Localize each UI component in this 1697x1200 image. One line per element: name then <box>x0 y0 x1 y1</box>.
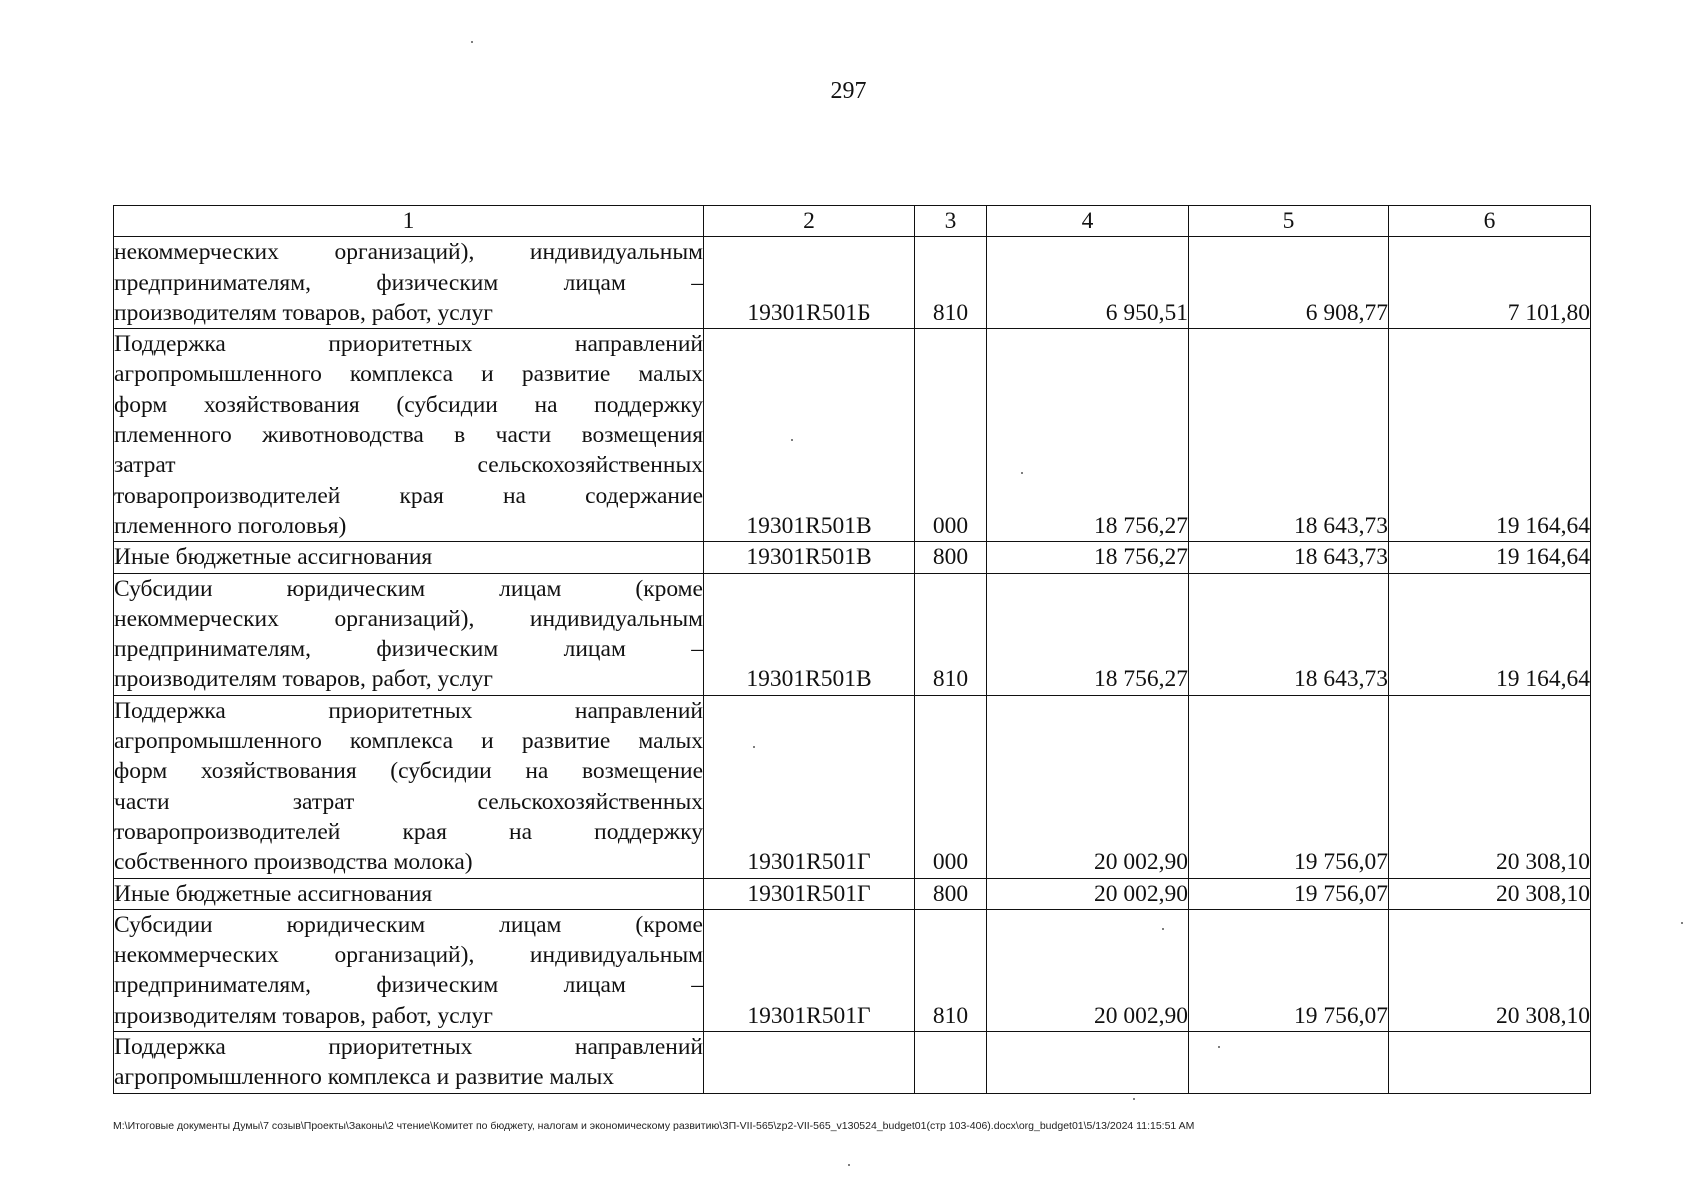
amount-year-1: 18 756,27 <box>987 573 1189 695</box>
column-header: 5 <box>1189 206 1389 237</box>
amount-year-2: 18 643,73 <box>1189 573 1389 695</box>
description-line: форм хозяйствования (субсидии на возмещение <box>114 758 703 785</box>
scan-speck <box>1218 1046 1220 1048</box>
amount-year-2: 19 756,07 <box>1189 909 1389 1031</box>
scan-speck <box>1162 928 1164 930</box>
description-line: агропромышленного комплекса и развитие малых <box>114 361 703 388</box>
amount-year-2: 18 643,73 <box>1189 329 1389 542</box>
table-header-row <box>114 206 1591 237</box>
row-description <box>114 909 704 1031</box>
target-code: 19301R501В <box>704 542 915 573</box>
description-line: производителям товаров, работ, услуг <box>114 299 493 326</box>
description-line: Иные бюджетные ассигнования <box>114 880 433 907</box>
description-line: предпринимателям, физическим лицам – <box>114 636 703 663</box>
amount-year-3: 7 101,80 <box>1389 237 1591 329</box>
table-row <box>114 695 1591 878</box>
amount-year-2: 6 908,77 <box>1189 237 1389 329</box>
target-code: 19301R501В <box>704 329 915 542</box>
scan-speck <box>753 746 755 748</box>
description-line: предпринимателям, физическим лицам – <box>114 269 703 296</box>
row-description <box>114 695 704 878</box>
table-row <box>114 542 1591 573</box>
column-header: 6 <box>1389 206 1591 237</box>
description-line: предпринимателям, физическим лицам – <box>114 972 703 999</box>
scan-speck <box>1133 1098 1135 1100</box>
expense-type: 810 <box>915 237 987 329</box>
description-line: Иные бюджетные ассигнования <box>114 544 433 571</box>
amount-year-3: 19 164,64 <box>1389 573 1591 695</box>
description-line: Поддержка приоритетных направлений <box>114 331 703 358</box>
target-code: 19301R501Г <box>704 878 915 909</box>
scan-speck <box>848 1164 850 1166</box>
table-row <box>114 329 1591 542</box>
amount-year-3: 19 164,64 <box>1389 329 1591 542</box>
table-row <box>114 909 1591 1031</box>
expense-type <box>915 1032 987 1094</box>
target-code: 19301R501Г <box>704 695 915 878</box>
description-line: племенного животноводства в части возмещения <box>114 422 703 449</box>
expense-type: 000 <box>915 695 987 878</box>
scan-speck <box>1681 922 1683 924</box>
table-row <box>114 237 1591 329</box>
amount-year-1: 20 002,90 <box>987 909 1189 1031</box>
amount-year-1: 20 002,90 <box>987 695 1189 878</box>
description-line: части затрат сельскохозяйственных <box>114 788 703 815</box>
amount-year-3: 20 308,10 <box>1389 909 1591 1031</box>
description-line: агропромышленного комплекса и развитие малых <box>114 1064 615 1091</box>
description-line: Поддержка приоритетных направлений <box>114 1034 703 1061</box>
description-line: затрат сельскохозяйственных <box>114 452 703 479</box>
column-header: 3 <box>915 206 987 237</box>
column-header: 1 <box>114 206 704 237</box>
target-code: 19301R501В <box>704 573 915 695</box>
column-header: 4 <box>987 206 1189 237</box>
target-code: 19301R501Г <box>704 909 915 1031</box>
row-description <box>114 237 704 329</box>
expense-type: 800 <box>915 878 987 909</box>
budget-table <box>113 205 1591 1094</box>
description-line: товаропроизводителей края на содержание <box>114 482 703 509</box>
target-code: 19301R501Б <box>704 237 915 329</box>
description-line: производителям товаров, работ, услуг <box>114 1002 493 1029</box>
description-line: некоммерческих организаций), индивидуальным <box>114 942 703 969</box>
description-line: Субсидии юридическим лицам (кроме <box>114 575 703 602</box>
amount-year-3: 20 308,10 <box>1389 695 1591 878</box>
row-description <box>114 542 704 573</box>
amount-year-3: 19 164,64 <box>1389 542 1591 573</box>
document-file-path: M:\Итоговые документы Думы\7 созыв\Проекты\Законы\2 чтение\Комитет по бюджету, налогам и экономическому развитию\ЗП-VII-565\zp2-VII-565_v130524_budget01(стр 103-406).docx\org_budget01\5/13/2024 11:15:51 AM <box>113 1120 1195 1132</box>
amount-year-2: 19 756,07 <box>1189 695 1389 878</box>
expense-type: 000 <box>915 329 987 542</box>
description-line: товаропроизводителей края на поддержку <box>114 818 703 845</box>
amount-year-2: 18 643,73 <box>1189 542 1389 573</box>
description-line: некоммерческих организаций), индивидуальным <box>114 239 703 266</box>
scan-speck <box>471 41 473 43</box>
table-body <box>114 237 1591 1093</box>
amount-year-1: 20 002,90 <box>987 878 1189 909</box>
amount-year-2: 19 756,07 <box>1189 878 1389 909</box>
row-description <box>114 329 704 542</box>
column-header: 2 <box>704 206 915 237</box>
row-description <box>114 573 704 695</box>
expense-type: 810 <box>915 909 987 1031</box>
scan-speck <box>1021 472 1023 474</box>
scan-speck <box>791 439 793 441</box>
amount-year-1: 18 756,27 <box>987 542 1189 573</box>
description-line: племенного поголовья) <box>114 512 347 539</box>
description-line: Субсидии юридическим лицам (кроме <box>114 911 703 938</box>
page-number: 297 <box>830 78 867 104</box>
description-line: Поддержка приоритетных направлений <box>114 697 703 724</box>
amount-year-1: 6 950,51 <box>987 237 1189 329</box>
amount-year-1: 18 756,27 <box>987 329 1189 542</box>
amount-year-2 <box>1189 1032 1389 1094</box>
description-line: некоммерческих организаций), индивидуальным <box>114 605 703 632</box>
row-description <box>114 1032 704 1094</box>
expense-type: 810 <box>915 573 987 695</box>
row-description <box>114 878 704 909</box>
table-row <box>114 573 1591 695</box>
description-line: производителям товаров, работ, услуг <box>114 666 493 693</box>
amount-year-3: 20 308,10 <box>1389 878 1591 909</box>
target-code <box>704 1032 915 1094</box>
description-line: агропромышленного комплекса и развитие малых <box>114 728 703 755</box>
table-row <box>114 878 1591 909</box>
amount-year-3 <box>1389 1032 1591 1094</box>
description-line: собственного производства молока) <box>114 849 473 876</box>
expense-type: 800 <box>915 542 987 573</box>
table-row <box>114 1032 1591 1094</box>
amount-year-1 <box>987 1032 1189 1094</box>
description-line: форм хозяйствования (субсидии на поддержку <box>114 391 703 418</box>
